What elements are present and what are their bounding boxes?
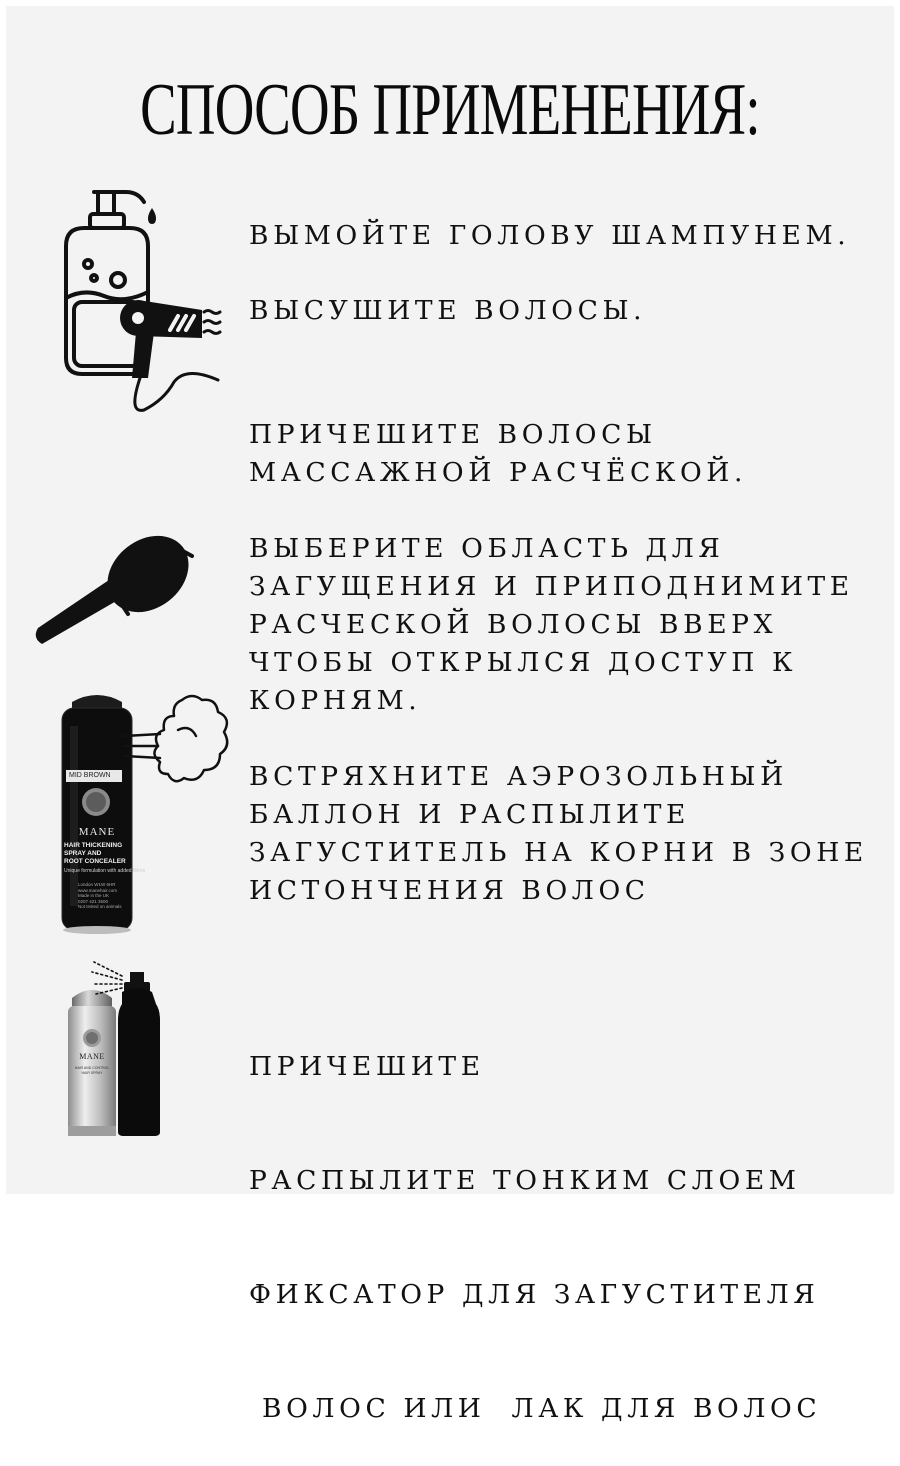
step-6-line: ПРИЧЕШИТЕ <box>249 1051 485 1082</box>
product-fine-print <box>78 882 128 910</box>
step-4-line: ВЫБЕРИТЕ ОБЛАСТЬ ДЛЯ <box>249 533 725 564</box>
step-5-line: ВСТРЯХНИТЕ АЭРОЗОЛЬНЫЙ <box>249 761 788 792</box>
product-name-line: SPRAY AND <box>64 850 102 857</box>
page-title: СПОСОБ ПРИМЕНЕНИЯ: <box>140 69 760 151</box>
step-5-line: БАЛЛОН И РАСПЫЛИТЕ <box>249 799 690 830</box>
fine-print-line: www.manehair.com <box>78 887 118 893</box>
step-4-line: КОРНЯМ. <box>249 685 422 716</box>
step-6-line: ФИКСАТОР ДЛЯ ЗАГУСТИТЕЛЯ <box>249 1279 820 1310</box>
hairbrush-icon <box>28 510 198 660</box>
fixer-name-line: HAIR SPRAY <box>81 1070 103 1075</box>
step-4-line: ЧТОБЫ ОТКРЫЛСЯ ДОСТУП К <box>249 647 798 678</box>
product-brand: MANE <box>78 826 116 838</box>
step-1 <box>249 217 889 255</box>
step-3 <box>249 416 889 492</box>
step-2 <box>249 292 889 330</box>
step-2-line: ВЫСУШИТЕ ВОЛОСЫ. <box>249 295 647 326</box>
product-shade-label: MID BROWN <box>66 770 122 782</box>
fine-print-line: Made in the UK <box>78 893 110 898</box>
step-1-line: ВЫМОЙТЕ ГОЛОВУ ШАМПУНЕМ. <box>249 220 851 251</box>
step-5-line: ИСТОНЧЕНИЯ ВОЛОС <box>249 875 650 906</box>
step-6-line: РАСПЫЛИТЕ ТОНКИМ СЛОЕМ <box>249 1165 801 1196</box>
hair-dryer-icon <box>114 282 226 414</box>
step-3-line: ПРИЧЕШИТЕ ВОЛОСЫ <box>249 419 657 450</box>
step-6-line: ВОЛОС ИЛИ ЛАК ДЛЯ ВОЛОС <box>249 1393 822 1424</box>
product-subtitle: Unique formulation with added fibres <box>64 868 146 874</box>
spray-cloud-icon <box>124 690 236 800</box>
step-5 <box>249 758 889 910</box>
product-name-line: ROOT CONCEALER <box>64 858 126 865</box>
step-4 <box>249 530 889 720</box>
step-5-line: ЗАГУСТИТЕЛЬ НА КОРНИ В ЗОНЕ <box>249 837 868 868</box>
fixer-name-line: HAIR AND CONTROL <box>74 1066 110 1070</box>
fixer-brand: MANE <box>79 1052 105 1061</box>
fine-print-line: Not tested on animals <box>78 904 122 909</box>
hairspray-can-icon <box>88 960 168 1138</box>
fine-print-line: 0207 421 3500 <box>78 898 109 904</box>
product-name <box>64 842 132 866</box>
step-6 <box>249 972 889 1466</box>
fine-print-line: London W1W 6HR <box>78 882 116 887</box>
step-4-line: РАСЧЕСКОЙ ВОЛОСЫ ВВЕРХ <box>249 609 778 640</box>
step-3-line: МАССАЖНОЙ РАСЧЁСКОЙ. <box>249 457 748 488</box>
product-name-line: HAIR THICKENING <box>64 842 123 849</box>
step-4-line: ЗАГУЩЕНИЯ И ПРИПОДНИМИТЕ <box>249 571 854 602</box>
